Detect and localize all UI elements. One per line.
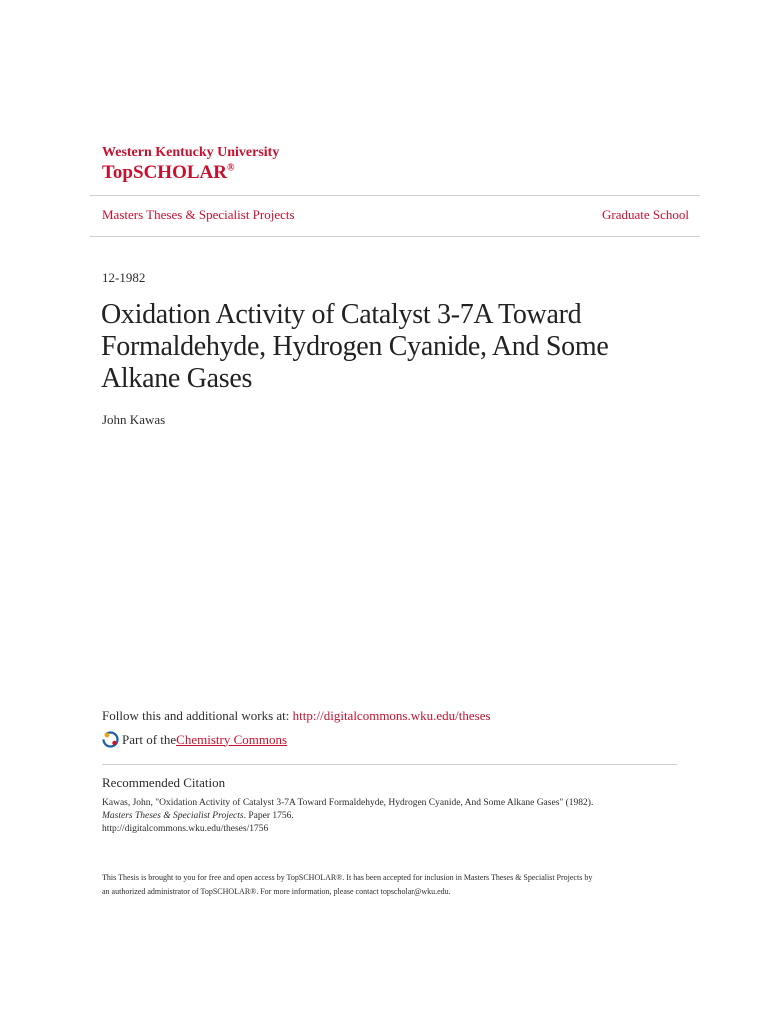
- collection-link[interactable]: Masters Theses & Specialist Projects: [102, 207, 295, 222]
- title-line: Alkane Gases: [101, 363, 253, 394]
- citation-heading: Recommended Citation: [102, 775, 226, 790]
- citation-paper: . Paper 1756.: [243, 811, 294, 821]
- chemistry-commons-link[interactable]: Chemistry Commons: [176, 731, 288, 747]
- citation-divider: [102, 764, 677, 765]
- header-divider-top: [90, 195, 700, 196]
- publication-date: 12-1982: [102, 270, 146, 285]
- citation-series: Masters Theses & Specialist Projects: [102, 811, 244, 821]
- notice-line: an authorized administrator of TopSCHOLAR®. For more information, please contact topscholar@wku.edu.: [102, 887, 451, 896]
- citation-text: [102, 797, 682, 836]
- follow-line: [102, 708, 491, 724]
- repository-name[interactable]: [102, 162, 234, 184]
- header-divider-bottom: [90, 236, 700, 237]
- graduate-school-link[interactable]: Graduate School: [601, 207, 689, 222]
- theses-url-link[interactable]: http://digitalcommons.wku.edu/theses: [292, 708, 491, 723]
- part-of-prefix: Part of the: [122, 731, 177, 747]
- part-of-line: [102, 731, 287, 748]
- citation-line: Kawas, John, "Oxidation Activity of Catalyst 3-7A Toward Formaldehyde, Hydrogen Cyanide, And Some Alkane Gases" (1982).: [102, 798, 594, 808]
- citation-line: [102, 810, 682, 823]
- title-line: Formaldehyde, Hydrogen Cyanide, And Some: [101, 331, 609, 362]
- notice-line: This Thesis is brought to you for free and open access by TopSCHOLAR®. It has been accepted for inclusion in Masters Theses & Specialist Projects by: [102, 873, 593, 882]
- follow-prefix: Follow this and additional works at:: [102, 708, 293, 723]
- university-name: Western Kentucky University: [102, 145, 280, 160]
- registered-mark: ®: [226, 162, 235, 174]
- document-title: [101, 299, 661, 395]
- access-notice: [102, 871, 682, 899]
- title-line: Oxidation Activity of Catalyst 3-7A Toward: [101, 299, 582, 330]
- citation-url[interactable]: http://digitalcommons.wku.edu/theses/1756: [102, 824, 269, 834]
- network-commons-icon: [102, 731, 119, 748]
- author-name: John Kawas: [102, 412, 166, 427]
- repository-label: TopSCHOLAR: [102, 162, 227, 183]
